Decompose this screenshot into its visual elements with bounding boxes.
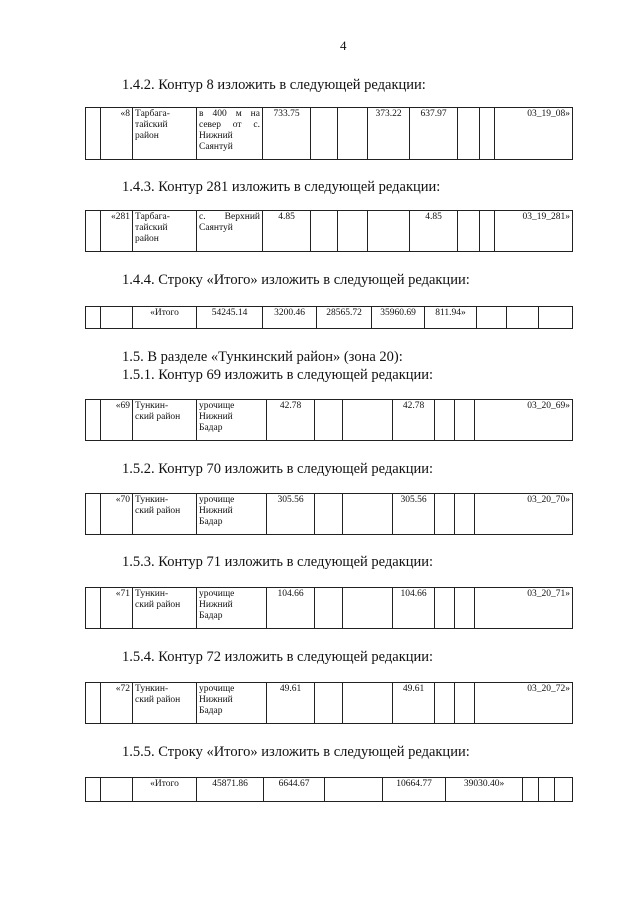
table-row xyxy=(86,108,573,160)
table-cell: 45871.86 xyxy=(197,778,264,802)
table-cell: 373.22 xyxy=(368,108,410,160)
table-cell xyxy=(435,588,455,629)
table-cell: «Итого xyxy=(133,778,197,802)
table-row xyxy=(86,211,573,252)
table-cell xyxy=(101,778,133,802)
table-cell: 03_20_72» xyxy=(475,683,573,724)
table-cell xyxy=(86,211,101,252)
section-heading-contour-70: 1.5.2. Контур 70 изложить в следующей редакции: xyxy=(122,461,434,477)
table-cell: «70 xyxy=(101,494,133,535)
table-cell: Тункин- ский район xyxy=(133,588,197,629)
table-cell: 03_20_71» xyxy=(475,588,573,629)
table-cell: «281 xyxy=(101,211,133,252)
table-cell: урочище Нижний Бадар xyxy=(197,400,267,441)
table-cell: Тарбага- тайский район xyxy=(133,108,197,160)
table-cell: 03_19_08» xyxy=(495,108,573,160)
table-cell: 49.61 xyxy=(267,683,315,724)
table-cell: Тункин- ский район xyxy=(133,400,197,441)
table-cell xyxy=(311,108,338,160)
table-cell: урочище Нижний Бадар xyxy=(197,494,267,535)
table-cell xyxy=(338,211,368,252)
contour-8-table xyxy=(85,107,573,160)
table-cell xyxy=(86,588,101,629)
table-cell xyxy=(325,778,383,802)
table-cell xyxy=(507,307,539,329)
table-cell: 305.56 xyxy=(393,494,435,535)
table-cell xyxy=(477,307,507,329)
table-cell: 305.56 xyxy=(267,494,315,535)
table-cell xyxy=(338,108,368,160)
section-heading-contour-71: 1.5.3. Контур 71 изложить в следующей редакции: xyxy=(122,554,434,570)
table-cell: 637.97 xyxy=(410,108,458,160)
contour-281-table xyxy=(85,210,573,252)
table-cell: Тункин- ский район xyxy=(133,494,197,535)
table-cell xyxy=(315,494,343,535)
section-heading-total-2: 1.5.5. Строку «Итого» изложить в следующей редакции: xyxy=(122,744,470,760)
table-cell: 03_20_69» xyxy=(475,400,573,441)
table-cell: 4.85 xyxy=(410,211,458,252)
table-cell: 104.66 xyxy=(267,588,315,629)
table-cell xyxy=(343,400,393,441)
table-cell: Тункин- ский район xyxy=(133,683,197,724)
table-row xyxy=(86,683,573,724)
table-cell xyxy=(480,108,495,160)
table-row xyxy=(86,778,573,802)
table-cell xyxy=(86,307,101,329)
table-cell: «72 xyxy=(101,683,133,724)
table-cell: урочище Нижний Бадар xyxy=(197,588,267,629)
table-cell: «69 xyxy=(101,400,133,441)
table-cell: урочище Нижний Бадар xyxy=(197,683,267,724)
table-row xyxy=(86,307,573,329)
table-cell: 10664.77 xyxy=(383,778,446,802)
table-cell xyxy=(523,778,539,802)
table-cell xyxy=(455,588,475,629)
table-cell: «Итого xyxy=(133,307,197,329)
table-cell xyxy=(315,683,343,724)
table-cell: 39030.40» xyxy=(446,778,523,802)
table-cell xyxy=(435,683,455,724)
table-cell xyxy=(455,683,475,724)
table-cell: «8 xyxy=(101,108,133,160)
section-heading-contour-281: 1.4.3. Контур 281 изложить в следующей редакции: xyxy=(122,179,441,195)
table-cell: 03_20_70» xyxy=(475,494,573,535)
table-row xyxy=(86,588,573,629)
table-cell: 42.78 xyxy=(267,400,315,441)
table-cell xyxy=(458,108,480,160)
table-cell xyxy=(86,494,101,535)
table-cell: 54245.14 xyxy=(197,307,263,329)
table-cell xyxy=(458,211,480,252)
table-cell xyxy=(343,588,393,629)
table-cell: 42.78 xyxy=(393,400,435,441)
table-cell: 4.85 xyxy=(263,211,311,252)
table-cell xyxy=(435,400,455,441)
section-heading-total-1: 1.4.4. Строку «Итого» изложить в следующей редакции: xyxy=(122,272,470,288)
table-cell: 104.66 xyxy=(393,588,435,629)
total-2-table xyxy=(85,777,573,802)
contour-72-table xyxy=(85,682,573,724)
table-cell xyxy=(86,683,101,724)
table-cell xyxy=(101,307,133,329)
table-cell xyxy=(315,588,343,629)
table-cell xyxy=(343,494,393,535)
table-cell xyxy=(539,307,573,329)
table-row xyxy=(86,494,573,535)
table-cell xyxy=(315,400,343,441)
table-cell: 03_19_281» xyxy=(495,211,573,252)
table-cell: 49.61 xyxy=(393,683,435,724)
table-cell xyxy=(86,108,101,160)
section-heading-contour-8: 1.4.2. Контур 8 изложить в следующей редакции: xyxy=(122,77,426,93)
table-cell: 733.75 xyxy=(263,108,311,160)
table-cell xyxy=(86,400,101,441)
table-cell xyxy=(480,211,495,252)
table-cell xyxy=(435,494,455,535)
contour-70-table xyxy=(85,493,573,535)
table-cell xyxy=(539,778,555,802)
table-cell: в 400 м на север от с. Нижний Саянтуй xyxy=(197,108,263,160)
table-cell: 6644.67 xyxy=(264,778,325,802)
table-cell: с. Верхний Саянтуй xyxy=(197,211,263,252)
table-cell xyxy=(311,211,338,252)
table-cell: «71 xyxy=(101,588,133,629)
table-cell xyxy=(555,778,573,802)
table-cell xyxy=(86,778,101,802)
contour-69-table xyxy=(85,399,573,441)
table-cell: 35960.69 xyxy=(372,307,425,329)
table-cell xyxy=(455,494,475,535)
section-heading-contour-72: 1.5.4. Контур 72 изложить в следующей редакции: xyxy=(122,649,434,665)
table-cell: Тарбага- тайский район xyxy=(133,211,197,252)
total-1-table xyxy=(85,306,573,329)
section-heading-tunka-district: 1.5. В разделе «Тункинский район» (зона 20): xyxy=(122,349,403,365)
contour-71-table xyxy=(85,587,573,629)
table-cell: 811.94» xyxy=(425,307,477,329)
table-cell xyxy=(368,211,410,252)
section-heading-contour-69: 1.5.1. Контур 69 изложить в следующей редакции: xyxy=(122,367,434,383)
table-cell: 3200.46 xyxy=(263,307,317,329)
table-cell xyxy=(343,683,393,724)
table-cell: 28565.72 xyxy=(317,307,372,329)
table-row xyxy=(86,400,573,441)
table-cell xyxy=(455,400,475,441)
page-number: 4 xyxy=(340,38,347,53)
